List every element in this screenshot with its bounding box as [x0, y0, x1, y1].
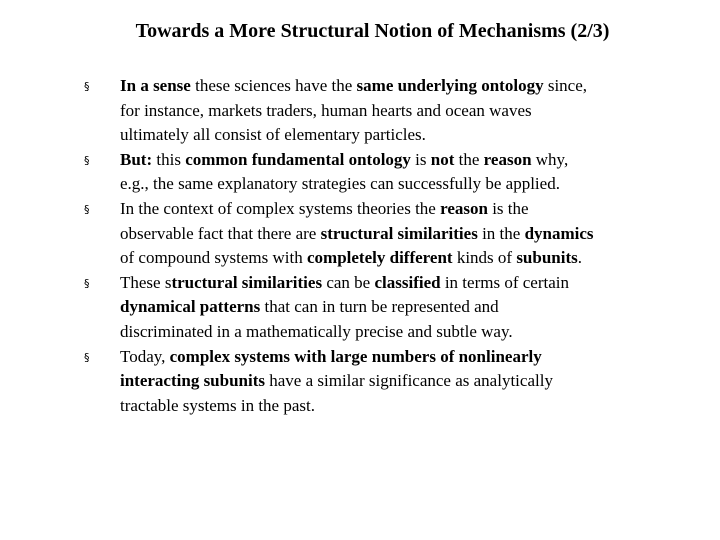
- bullet-text: [120, 271, 680, 345]
- text-run: observable fact that there are: [120, 223, 321, 243]
- bullet-line: [120, 99, 680, 124]
- bullet-line: [120, 320, 680, 345]
- bold-text-run: In a sense: [120, 76, 191, 95]
- bullet-line: [120, 345, 680, 370]
- bold-text-run: But:: [120, 149, 153, 169]
- text-run: kinds of: [452, 248, 517, 268]
- bullet-text: [120, 148, 680, 197]
- bullet-text: [120, 74, 680, 148]
- bullet-line: [120, 394, 680, 419]
- bullet-marker-icon: §: [84, 276, 90, 290]
- text-run: for instance, markets traders, human hearts and ocean waves: [120, 100, 532, 120]
- bullet-item: [0, 148, 720, 197]
- bold-text-run: structural similarities: [320, 223, 478, 243]
- bold-text-run: completely different: [307, 248, 453, 268]
- text-run: can be: [322, 272, 375, 292]
- text-run: in the: [477, 223, 525, 243]
- text-run: These s: [120, 272, 172, 292]
- bold-text-run: same underlying ontology: [356, 76, 544, 95]
- slide-title: Towards a More Structural Notion of Mechanisms (2/3): [135, 20, 610, 42]
- text-run: Today,: [120, 346, 170, 366]
- bullet-line: [120, 148, 680, 173]
- bullet-line: [120, 172, 680, 197]
- bold-text-run: interacting subunits: [120, 371, 265, 391]
- bullet-marker-icon: §: [84, 202, 90, 216]
- text-run: is the: [487, 198, 529, 218]
- bullet-item: [0, 74, 720, 148]
- text-run: have a similar significance as analytically: [265, 371, 553, 391]
- bold-text-run: reason: [440, 198, 488, 218]
- bullet-item: [0, 345, 720, 419]
- bold-text-run: complex systems with large numbers of nonlinearly: [169, 346, 542, 366]
- text-run: the: [454, 149, 484, 169]
- bold-text-run: classified: [374, 272, 441, 292]
- text-run: tractable systems in the past.: [120, 395, 315, 415]
- text-run: ultimately all consist of elementary particles.: [120, 125, 426, 145]
- bullet-line: [120, 222, 680, 247]
- bullet-item: [0, 197, 720, 271]
- bullet-marker-icon: §: [84, 350, 90, 364]
- bullet-line: [120, 369, 680, 394]
- bullet-line: [120, 123, 680, 148]
- bold-text-run: subunits: [516, 248, 578, 268]
- text-run: of compound systems with: [120, 248, 307, 268]
- bold-text-run: reason: [483, 149, 532, 169]
- text-run: e.g., the same explanatory strategies can successfully be applied.: [120, 174, 560, 194]
- bullet-list: [0, 74, 720, 418]
- text-run: why,: [531, 149, 569, 169]
- text-run: these sciences have the: [190, 76, 357, 95]
- bullet-text: [120, 345, 680, 419]
- text-run: discriminated in a mathematically precise and subtle way.: [120, 321, 513, 341]
- bullet-line: [120, 74, 680, 99]
- bullet-marker-icon: §: [84, 80, 90, 93]
- bullet-line: [120, 295, 680, 320]
- text-run: in terms of certain: [440, 272, 569, 292]
- bold-text-run: dynamics: [524, 223, 594, 243]
- bullet-line: [120, 271, 680, 296]
- bullet-line: [120, 246, 680, 271]
- text-run: .: [577, 248, 582, 268]
- text-run: is: [410, 149, 431, 169]
- text-run: In the context of complex systems theories the: [120, 198, 441, 218]
- bold-text-run: dynamical patterns: [120, 297, 261, 317]
- bold-text-run: common fundamental ontology: [185, 149, 411, 169]
- bullet-marker-icon: §: [84, 153, 90, 167]
- text-run: this: [152, 149, 186, 169]
- bold-text-run: tructural similarities: [171, 272, 323, 292]
- bold-text-run: not: [430, 149, 455, 169]
- text-run: that can in turn be represented and: [260, 297, 499, 317]
- text-run: since,: [543, 76, 588, 95]
- bullet-text: [120, 197, 680, 271]
- bullet-line: [120, 197, 680, 222]
- bullet-item: [0, 271, 720, 345]
